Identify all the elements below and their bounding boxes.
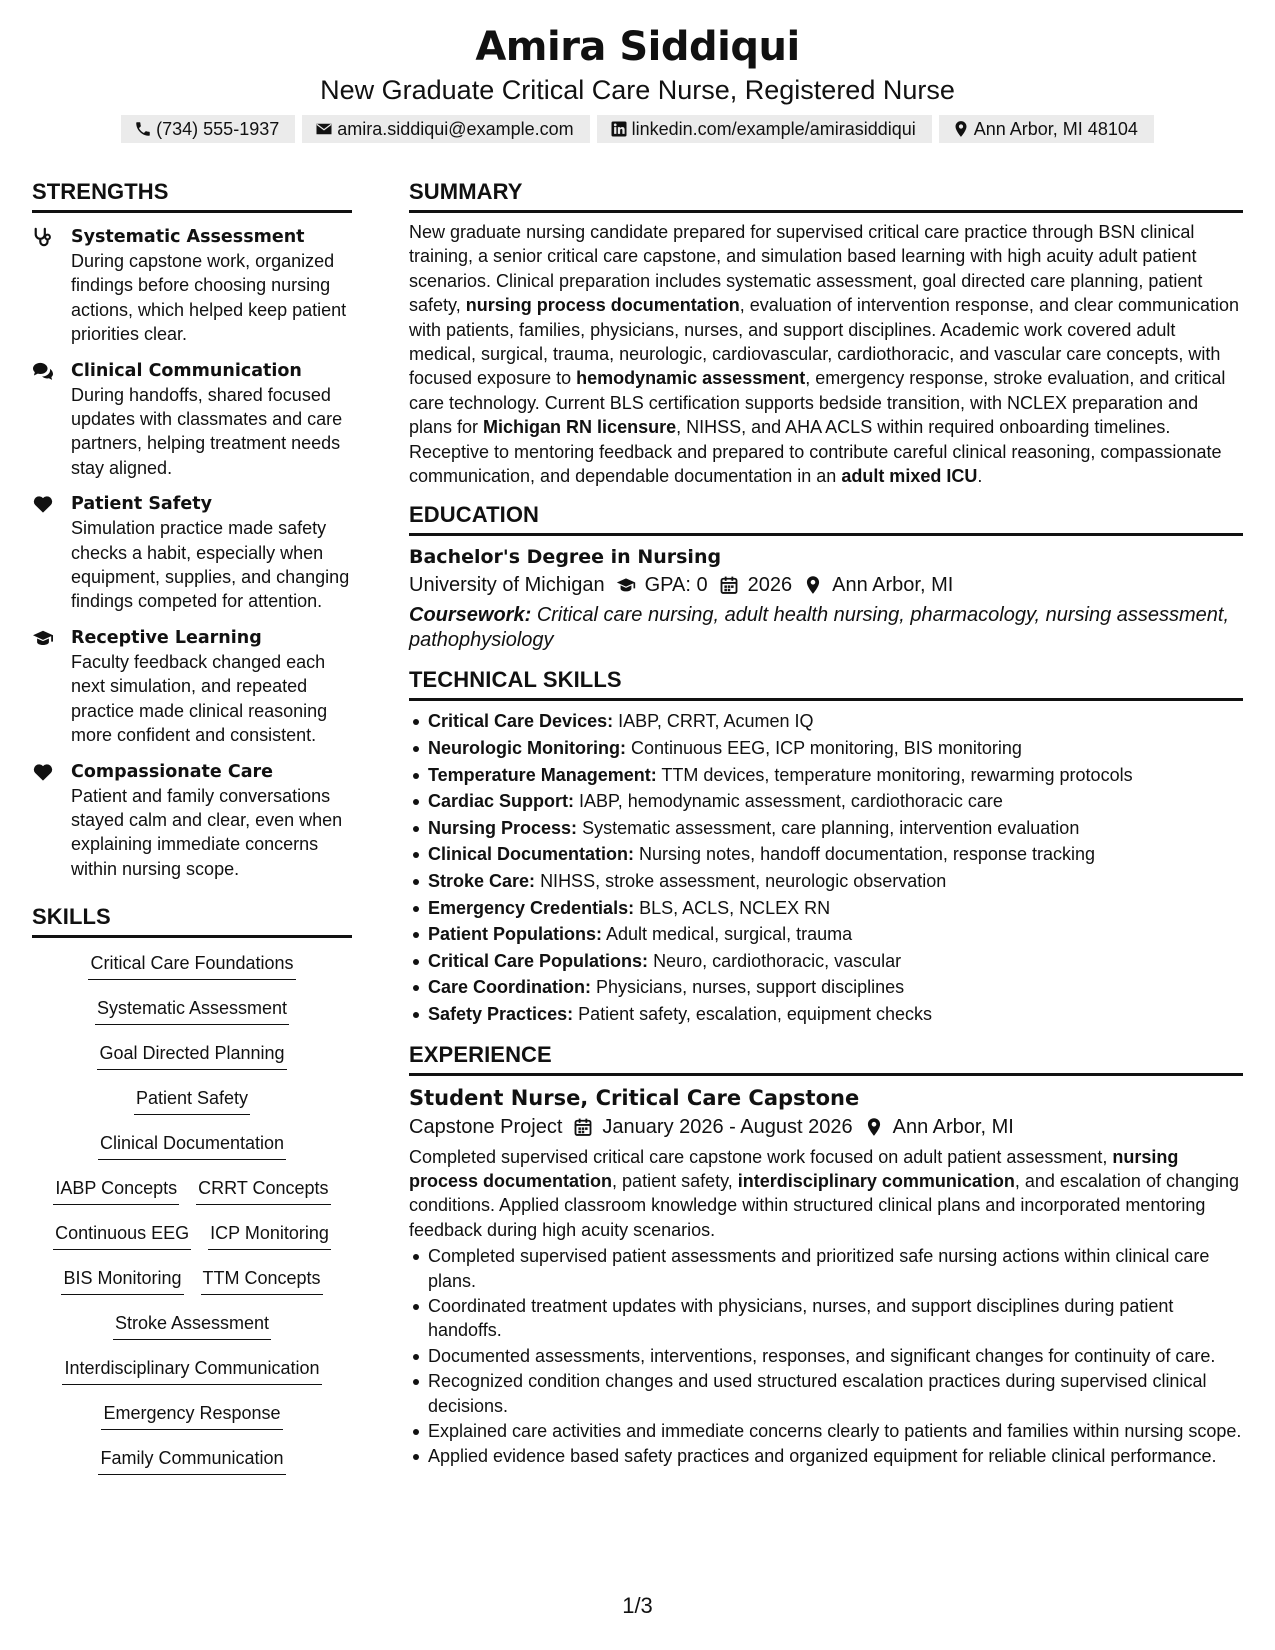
location-pin-icon [803, 575, 823, 595]
skill-row [32, 1175, 352, 1220]
job-location: Ann Arbor, MI [892, 1115, 1014, 1138]
text-segment: New graduate nursing candidate prepared for supervised critical care practice through BSN clinical training, a senior critical care capstone, and simulation based learning with high acuity adult patient scenarios. Clinical preparation includes systematic assessment, goal directed care planning, patient safety, [409, 222, 1203, 316]
technical-skill-value: BLS, ACLS, NCLEX RN [639, 897, 831, 918]
organization: Capstone Project [409, 1115, 563, 1138]
technical-skill-item [409, 762, 1243, 789]
skill-tag: Interdisciplinary Communication [62, 1355, 321, 1385]
highlighted-phrase: hemodynamic assessment [576, 368, 806, 389]
strength-desc: Faculty feedback changed each next simulation, and repeated practice made clinical reasoning more confident and consistent. [71, 651, 328, 746]
skill-tag: CRRT Concepts [196, 1175, 330, 1205]
skill-tag: Stroke Assessment [113, 1310, 271, 1340]
strength-desc: Simulation practice made safety checks a habit, especially when equipment, supplies, and changing findings competed for attention. [71, 518, 350, 612]
technical-skill-label: Safety Practices: [428, 1004, 574, 1024]
linkedin-icon [610, 120, 628, 138]
experience-bullet: Coordinated treatment updates with physicians, nurses, and support disciplines during patient handoffs. [409, 1294, 1243, 1343]
right-column [409, 178, 1243, 1470]
graduation-cap-icon [32, 628, 54, 648]
strength-title: Systematic Assessment [71, 227, 305, 247]
technical-skill-value: Systematic assessment, care planning, intervention evaluation [582, 817, 1080, 838]
technical-skill-item [409, 921, 1243, 948]
contact-email[interactable] [302, 115, 589, 143]
technical-skill-label: Critical Care Populations: [428, 950, 649, 971]
technical-skill-label: Critical Care Devices: [428, 711, 614, 732]
heart-icon [32, 762, 54, 782]
technical-skill-item [409, 895, 1243, 922]
skill-tag: Continuous EEG [53, 1220, 191, 1250]
graduation-year: 2026 [747, 574, 793, 597]
skill-row [32, 1445, 352, 1490]
location-pin-icon [952, 120, 970, 138]
strength-title: Compassionate Care [71, 761, 274, 782]
technical-skill-value: TTM devices, temperature monitoring, rewarming protocols [661, 764, 1133, 785]
technical-skill-item [409, 948, 1243, 975]
experience-bullets [409, 1244, 1243, 1469]
text-segment: , emergency response, stroke evaluation, and critical care technology. Current BLS certification supports bedside transition, with NCLEX preparation and plans for [409, 368, 1226, 438]
skill-row [32, 1085, 352, 1130]
page-number: 1/3 [622, 1593, 653, 1618]
text-segment: Completed supervised critical care capstone work focused on adult patient assessment, [409, 1146, 1113, 1167]
skill-row [32, 1040, 352, 1085]
resume-header [0, 22, 1275, 143]
candidate-title: New Graduate Critical Care Nurse, Registered Nurse [320, 75, 955, 105]
technical-skill-value: Nursing notes, handoff documentation, response tracking [639, 844, 1095, 865]
skill-row [32, 1400, 352, 1445]
experience-bullet: Explained care activities and immediate concerns clearly to patients and families within nursing scope. [409, 1419, 1243, 1443]
skill-tag: IABP Concepts [53, 1175, 179, 1205]
contact-linkedin[interactable] [597, 115, 932, 143]
calendar-icon [573, 1117, 593, 1137]
technical-skill-label: Temperature Management: [428, 764, 657, 785]
skill-row [32, 1130, 352, 1175]
education-heading: EDUCATION [409, 501, 1243, 536]
contact-bar [0, 115, 1275, 143]
graduation-cap-icon [616, 575, 636, 595]
experience-bullet: Recognized condition changes and used structured escalation practices during supervised clinical decisions. [409, 1369, 1243, 1418]
technical-skill-label: Emergency Credentials: [428, 897, 635, 918]
technical-skill-label: Stroke Care: [428, 871, 536, 892]
contact-phone[interactable] [121, 115, 295, 143]
strength-desc: During handoffs, shared focused updates with classmates and care partners, helping treatment needs stay aligned. [71, 384, 343, 478]
skill-tag: Patient Safety [134, 1085, 250, 1115]
coursework-label: Coursework: [409, 604, 532, 627]
text-segment: , evaluation of intervention response, and clear communication with patients, families, physicians, nurses, and support disciplines. Academic work covered adult medical, surgical, trauma, neurologic, cardiovascular, cardiothoracic, and vascular care concepts, with focused exposure to [409, 295, 1240, 389]
technical-skill-value: IABP, CRRT, Acumen IQ [618, 711, 814, 732]
skill-tag: TTM Concepts [201, 1265, 323, 1295]
summary-heading: SUMMARY [409, 178, 1243, 213]
skill-tag: Goal Directed Planning [97, 1040, 286, 1070]
technical-skill-item [409, 841, 1243, 868]
technical-skill-item [409, 1001, 1243, 1028]
envelope-icon [315, 120, 333, 138]
text-segment: . [977, 466, 983, 487]
school-name: University of Michigan [409, 574, 605, 597]
text-segment: , patient safety, [612, 1171, 738, 1191]
job-title: Student Nurse, Critical Care Capstone [409, 1085, 860, 1110]
contact-location [939, 115, 1154, 143]
technical-skill-value: IABP, hemodynamic assessment, cardiothoracic care [579, 791, 1003, 812]
technical-skill-label: Patient Populations: [428, 924, 603, 945]
degree-title: Bachelor's Degree in Nursing [409, 546, 722, 569]
highlighted-phrase: nursing process documentation [465, 295, 740, 316]
highlighted-phrase: Michigan RN licensure [483, 417, 677, 438]
job-dates: January 2026 - August 2026 [602, 1115, 853, 1138]
technical-skill-value: Patient safety, escalation, equipment checks [578, 1004, 932, 1024]
contact-phone-text: (734) 555-1937 [156, 118, 280, 139]
skill-tag: ICP Monitoring [208, 1220, 331, 1250]
skill-row [32, 1265, 352, 1310]
technical-skill-item [409, 708, 1243, 735]
technical-skill-label: Neurologic Monitoring: [428, 738, 626, 759]
location-pin-icon [864, 1117, 884, 1137]
experience-intro [409, 1145, 1243, 1243]
strength-desc: Patient and family conversations stayed calm and clear, even when explaining immediate concerns within nursing scope. [71, 785, 343, 879]
strengths-heading: STRENGTHS [32, 178, 352, 213]
contact-linkedin-text: linkedin.com/example/amirasiddiqui [631, 118, 916, 139]
strength-title: Clinical Communication [71, 360, 302, 381]
chat-bubbles-icon [32, 361, 54, 381]
skill-tag: Family Communication [98, 1445, 285, 1475]
experience-bullet: Documented assessments, interventions, responses, and significant changes for continuity of care. [409, 1344, 1243, 1368]
phone-icon [134, 120, 152, 138]
strength-title: Patient Safety [71, 494, 212, 515]
strength-item [32, 225, 352, 347]
technical-skill-label: Clinical Documentation: [428, 844, 635, 865]
strength-item [32, 492, 352, 614]
skill-row [32, 1220, 352, 1265]
skills-list [32, 950, 352, 1490]
technical-skill-value: Adult medical, surgical, trauma [606, 924, 853, 945]
education-meta [409, 571, 1243, 599]
skill-tag: Clinical Documentation [98, 1130, 286, 1160]
coursework-text: Critical care nursing, adult health nursing, pharmacology, nursing assessment, pathophysiology [409, 604, 1230, 652]
skill-row [32, 1355, 352, 1400]
experience-bullet: Completed supervised patient assessments and prioritized safe nursing actions within clinical care plans. [409, 1244, 1243, 1293]
skill-row [32, 950, 352, 995]
left-column [32, 178, 352, 1490]
summary-text [409, 220, 1243, 488]
strength-item [32, 626, 352, 748]
candidate-name: Amira Siddiqui [475, 24, 800, 70]
skill-row [32, 1310, 352, 1355]
skill-tag: Critical Care Foundations [88, 950, 295, 980]
technical-skill-value: NIHSS, stroke assessment, neurologic observation [540, 871, 947, 892]
technical-skills-list [409, 708, 1243, 1027]
skill-tag: BIS Monitoring [61, 1265, 183, 1295]
technical-skill-item [409, 788, 1243, 815]
education-location: Ann Arbor, MI [832, 574, 954, 597]
technical-skill-label: Care Coordination: [428, 977, 592, 998]
technical-skill-value: Physicians, nurses, support disciplines [596, 977, 905, 998]
calendar-icon [719, 575, 739, 595]
text-segment: , and escalation of changing conditions. Applied classroom knowledge within structured clinical plans and incorporated mentoring feedback during high acuity scenarios. [409, 1171, 1240, 1240]
highlighted-phrase: adult mixed ICU [841, 466, 978, 487]
contact-location-text: Ann Arbor, MI 48104 [973, 118, 1138, 139]
technical-skill-item [409, 974, 1243, 1001]
technical-skills-heading: TECHNICAL SKILLS [409, 666, 1243, 701]
technical-skill-label: Nursing Process: [428, 817, 578, 838]
technical-skill-item [409, 815, 1243, 842]
strength-title: Receptive Learning [71, 627, 262, 648]
technical-skill-value: Neuro, cardiothoracic, vascular [653, 950, 902, 971]
skills-heading: SKILLS [32, 903, 352, 938]
highlighted-phrase: nursing process documentation [409, 1146, 1179, 1191]
experience-bullet: Applied evidence based safety practices and organized equipment for reliable clinical performance. [409, 1444, 1243, 1468]
strength-desc: During capstone work, organized findings before choosing nursing actions, which helped keep patient priorities clear. [71, 251, 347, 345]
stethoscope-icon [32, 227, 54, 247]
technical-skill-value: Continuous EEG, ICP monitoring, BIS monitoring [631, 738, 1022, 759]
highlighted-phrase: interdisciplinary communication [737, 1171, 1015, 1191]
heart-icon [32, 494, 54, 514]
skill-row [32, 995, 352, 1040]
contact-email-text: amira.siddiqui@example.com [337, 118, 574, 139]
experience-meta [409, 1113, 1243, 1141]
strength-item [32, 760, 352, 882]
text-segment: , NIHSS, and AHA ACLS within required onboarding timelines. Receptive to mentoring feedback and prepared to contribute careful clinical reasoning, compassionate communication, and dependable documentation in an [409, 417, 1222, 487]
technical-skill-label: Cardiac Support: [428, 791, 575, 812]
skill-tag: Systematic Assessment [95, 995, 289, 1025]
coursework [409, 603, 1243, 653]
skill-tag: Emergency Response [101, 1400, 282, 1430]
technical-skill-item [409, 868, 1243, 895]
technical-skill-item [409, 735, 1243, 762]
gpa: GPA: 0 [644, 574, 708, 597]
strength-item [32, 359, 352, 481]
experience-heading: EXPERIENCE [409, 1041, 1243, 1076]
